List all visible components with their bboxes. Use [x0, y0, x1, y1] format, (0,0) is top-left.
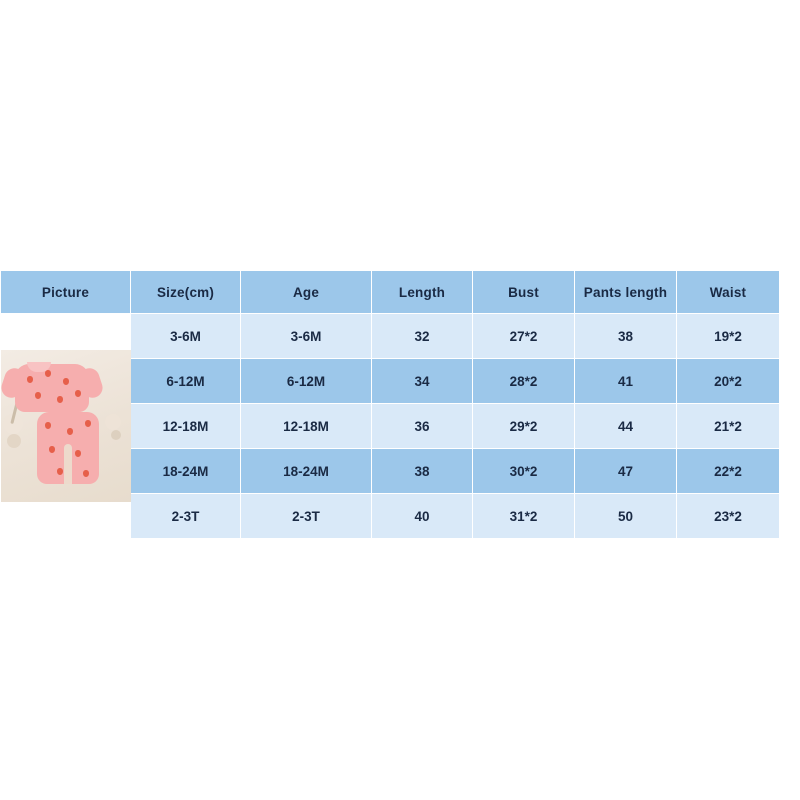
- column-header-size: Size(cm): [131, 271, 241, 314]
- column-header-bust: Bust: [473, 271, 575, 314]
- cell-age: 18-24M: [241, 449, 372, 494]
- cell-pants-length: 38: [575, 314, 677, 359]
- cell-age: 12-18M: [241, 404, 372, 449]
- cell-length: 36: [372, 404, 473, 449]
- column-header-picture: Picture: [1, 271, 131, 314]
- size-chart-table: [0, 270, 780, 539]
- strawberry-dot-icon: [83, 470, 89, 477]
- strawberry-dot-icon: [57, 468, 63, 475]
- strawberry-dot-icon: [85, 420, 91, 427]
- cell-length: 40: [372, 494, 473, 539]
- table-row: [1, 314, 780, 359]
- strawberry-dot-icon: [45, 370, 51, 377]
- product-photo-cell: [1, 314, 131, 539]
- strawberry-dot-icon: [49, 446, 55, 453]
- cell-waist: 21*2: [677, 404, 780, 449]
- cell-waist: 19*2: [677, 314, 780, 359]
- column-header-age: Age: [241, 271, 372, 314]
- column-header-length: Length: [372, 271, 473, 314]
- cell-pants-length: 50: [575, 494, 677, 539]
- cell-bust: 31*2: [473, 494, 575, 539]
- cell-bust: 27*2: [473, 314, 575, 359]
- cell-size: 2-3T: [131, 494, 241, 539]
- baby-pajama-photo: [1, 350, 131, 502]
- strawberry-dot-icon: [57, 396, 63, 403]
- cell-waist: 20*2: [677, 359, 780, 404]
- cell-age: 6-12M: [241, 359, 372, 404]
- cell-bust: 28*2: [473, 359, 575, 404]
- cell-age: 2-3T: [241, 494, 372, 539]
- cell-length: 38: [372, 449, 473, 494]
- cell-size: 3-6M: [131, 314, 241, 359]
- pajama-top-shape: [15, 364, 89, 412]
- photo-prop-icon: [7, 434, 21, 448]
- cell-waist: 23*2: [677, 494, 780, 539]
- cell-length: 34: [372, 359, 473, 404]
- strawberry-dot-icon: [75, 450, 81, 457]
- cell-age: 3-6M: [241, 314, 372, 359]
- column-header-pants-length: Pants length: [575, 271, 677, 314]
- strawberry-dot-icon: [27, 376, 33, 383]
- cell-bust: 30*2: [473, 449, 575, 494]
- cell-pants-length: 44: [575, 404, 677, 449]
- cell-waist: 22*2: [677, 449, 780, 494]
- photo-prop-icon: [105, 414, 121, 430]
- cell-pants-length: 47: [575, 449, 677, 494]
- strawberry-dot-icon: [45, 422, 51, 429]
- cell-size: 6-12M: [131, 359, 241, 404]
- strawberry-dot-icon: [75, 390, 81, 397]
- photo-prop-icon: [111, 430, 121, 440]
- cell-pants-length: 41: [575, 359, 677, 404]
- table-header-row: [1, 271, 780, 314]
- strawberry-dot-icon: [63, 378, 69, 385]
- strawberry-dot-icon: [35, 392, 41, 399]
- cell-bust: 29*2: [473, 404, 575, 449]
- cell-size: 18-24M: [131, 449, 241, 494]
- cell-length: 32: [372, 314, 473, 359]
- cell-size: 12-18M: [131, 404, 241, 449]
- column-header-waist: Waist: [677, 271, 780, 314]
- strawberry-dot-icon: [67, 428, 73, 435]
